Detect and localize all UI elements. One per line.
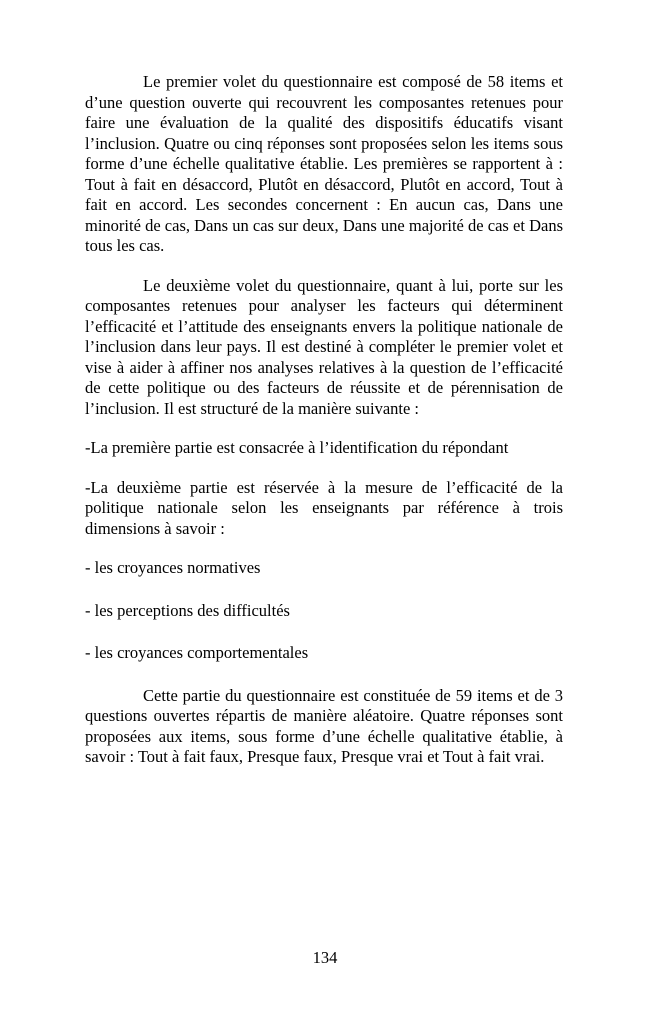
list-item-behavioral-beliefs: - les croyances comportementales	[85, 643, 309, 662]
paragraph-first-section: Le premier volet du questionnaire est composé de 58 items et d’une question ouverte qui recouvrent les composantes retenues pour faire une évaluation de la qualité des dispositifs éducatifs visant l’inclusion. Quatre ou cinq réponses sont proposées selon les items sous forme d’une échelle qualitative établie. Les premières se rapportent à : Tout à fait en désaccord, Plutôt en désaccord, Plutôt en accord, Tout à fait en accord. Les secondes concernent : En aucun cas, Dans une minorité de cas, Dans un cas sur deux, Dans une majorité de cas et Dans tous les cas.	[85, 72, 563, 255]
paragraph-part-description: Cette partie du questionnaire est constituée de 59 items et de 3 questions ouvertes répartis de manière aléatoire. Quatre réponses sont proposées aux items, sous forme d’une échelle qualitative établie, à savoir : Tout à fait faux, Presque faux, Presque vrai et Tout à fait vrai.	[85, 685, 563, 766]
paragraph-part-one: -La première partie est consacrée à l’identification du répondant	[85, 438, 509, 457]
list-item-normative-beliefs: - les croyances normatives	[85, 558, 261, 577]
page-body	[85, 72, 563, 787]
page-number: 134	[312, 948, 338, 967]
paragraph-second-section: Le deuxième volet du questionnaire, quant à lui, porte sur les composantes retenues pour analyser les facteurs qui déterminent l’efficacité et l’attitude des enseignants envers la politique nationale de l’inclusion dans leur pays. Il est destiné à compléter le premier volet et vise à aider à affiner nos analyses relatives à la question de l’efficacité de cette politique ou des facteurs de réussite et de pérennisation de l’inclusion. Il est structuré de la manière suivante :	[85, 275, 563, 418]
list-item-perceived-difficulties: - les perceptions des difficultés	[85, 600, 290, 620]
paragraph-part-two: -La deuxième partie est réservée à la mesure de l’efficacité de la politique nationale selon les enseignants par référence à trois dimensions à savoir :	[85, 477, 563, 538]
